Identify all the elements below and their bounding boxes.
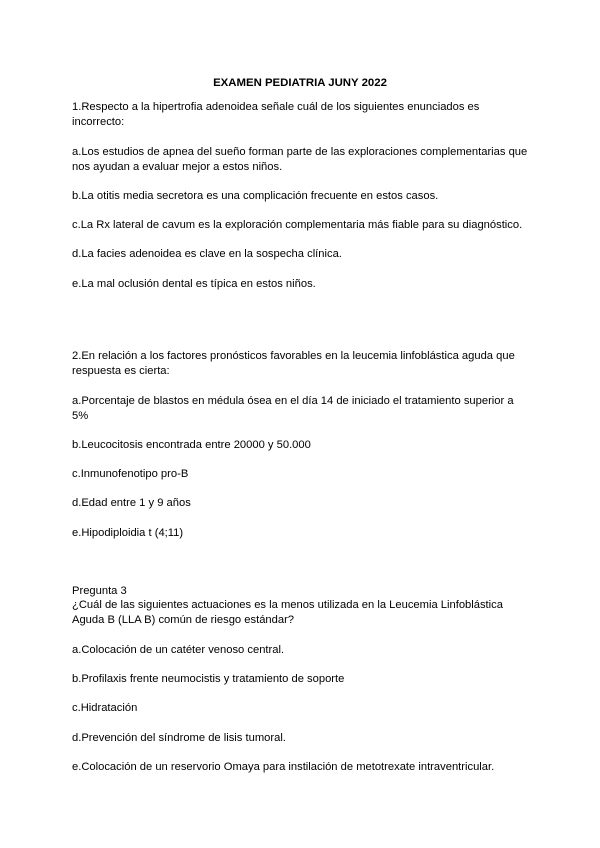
question-1-option-a bbox=[72, 145, 528, 175]
question-heading: Pregunta 3 bbox=[72, 585, 127, 597]
stem-line: incorrecto: bbox=[72, 116, 125, 128]
stem-line: respuesta es cierta: bbox=[72, 365, 170, 377]
option-line: b.Leucocitosis encontrada entre 20000 y 50.000 bbox=[72, 439, 311, 451]
stem-line: 2.En relación a los factores pronósticos favorables en la leucemia linfoblástica aguda que bbox=[72, 350, 515, 362]
question-2-option-a bbox=[72, 394, 528, 424]
option-line: b.La otitis media secretora es una complicación frecuente en estos casos. bbox=[72, 190, 439, 202]
option-line: e.La mal oclusión dental es típica en estos niños. bbox=[72, 278, 316, 290]
option-line: 5% bbox=[72, 410, 89, 422]
question-3-option-e bbox=[72, 760, 528, 775]
question-1-option-b bbox=[72, 189, 528, 204]
option-line: a.Colocación de un catéter venoso central. bbox=[72, 644, 285, 656]
page-title: EXAMEN PEDIATRIA JUNY 2022 bbox=[213, 77, 387, 89]
option-line: d.Edad entre 1 y 9 años bbox=[72, 497, 191, 509]
question-2-option-e bbox=[72, 526, 528, 541]
option-line: e.Hipodiploidia t (4;11) bbox=[72, 527, 184, 539]
option-line: d.Prevención del síndrome de lisis tumoral. bbox=[72, 732, 286, 744]
option-line: a.Porcentaje de blastos en médula ósea en el día 14 de iniciado el tratamiento superior a bbox=[72, 395, 514, 407]
option-line: e.Colocación de un reservorio Omaya para instilación de metotrexate intraventricular. bbox=[72, 761, 495, 773]
question-2-option-d bbox=[72, 496, 528, 511]
question-1-option-d bbox=[72, 247, 528, 262]
question-3-option-c bbox=[72, 701, 528, 716]
option-line: a.Los estudios de apnea del sueño forman parte de las exploraciones complementarias que bbox=[72, 146, 528, 158]
option-line: c.Hidratación bbox=[72, 702, 138, 714]
question-2-stem bbox=[72, 349, 528, 379]
option-line: b.Profilaxis frente neumocistis y tratamiento de soporte bbox=[72, 673, 345, 685]
option-line: c.Inmunofenotipo pro-B bbox=[72, 468, 189, 480]
option-line: d.La facies adenoidea es clave en la sospecha clínica. bbox=[72, 248, 342, 260]
question-1-option-e bbox=[72, 277, 528, 292]
question-3-option-b bbox=[72, 672, 528, 687]
question-3-stem bbox=[72, 598, 528, 628]
stem-line: ¿Cuál de las siguientes actuaciones es la menos utilizada en la Leucemia Linfoblástica bbox=[72, 599, 503, 611]
question-3-option-a bbox=[72, 643, 528, 658]
stem-line: Aguda B (LLA B) común de riesgo estándar? bbox=[72, 614, 295, 626]
question-1-option-c bbox=[72, 218, 528, 233]
question-2-option-b bbox=[72, 438, 528, 453]
question-3-option-d bbox=[72, 731, 528, 746]
option-line: nos ayudan a evaluar mejor a estos niños. bbox=[72, 161, 283, 173]
option-line: c.La Rx lateral de cavum es la exploración complementaria más fiable para su diagnóstico. bbox=[72, 219, 523, 231]
question-3-heading bbox=[72, 584, 528, 599]
question-1-stem bbox=[72, 100, 528, 130]
question-2-option-c bbox=[72, 467, 528, 482]
stem-line: 1.Respecto a la hipertrofia adenoidea señale cuál de los siguientes enunciados es bbox=[72, 101, 480, 113]
